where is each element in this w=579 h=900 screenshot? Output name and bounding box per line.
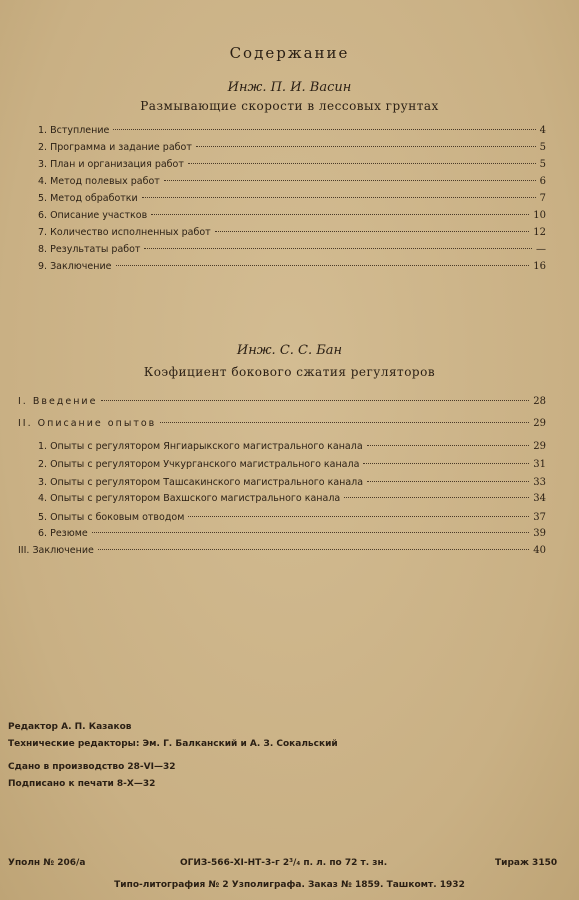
toc-entry[interactable] <box>38 459 546 473</box>
print-run: Тираж 3150 <box>495 858 558 868</box>
toc-entry[interactable] <box>38 244 546 258</box>
permit-number: Уполн № 206/а <box>8 858 86 868</box>
section1-author: Инж. П. И. Васин <box>227 80 352 95</box>
toc-label: 8. Результаты работ <box>38 244 141 255</box>
toc-label: I. Введение <box>18 396 98 407</box>
leader-dots <box>113 129 535 130</box>
production-date: Сдано в производство 28-VI—32 <box>8 762 176 772</box>
toc-entry[interactable] <box>38 477 546 491</box>
leader-dots <box>151 214 529 215</box>
toc-entry[interactable] <box>38 176 546 190</box>
tech-editors-credit: Технические редакторы: Эм. Г. Балканский и А. З. Сокальский <box>8 739 338 749</box>
leader-dots <box>188 516 529 517</box>
toc-page: 39 <box>533 528 546 539</box>
leader-dots <box>144 248 532 249</box>
toc-label: 1. Опыты с регулятором Янгиарыкского магистрального канала <box>38 441 363 452</box>
toc-entry[interactable] <box>38 493 546 507</box>
toc-label: 4. Метод полевых работ <box>38 176 160 187</box>
toc-page: 10 <box>533 210 546 221</box>
toc-page: 28 <box>533 396 546 407</box>
toc-entry[interactable] <box>38 227 546 241</box>
leader-dots <box>344 497 529 498</box>
toc-label: 3. План и организация работ <box>38 159 184 170</box>
toc-label: III. Заключение <box>18 545 94 556</box>
toc-entry[interactable] <box>38 441 546 455</box>
leader-dots <box>363 463 529 464</box>
toc-label: 2. Программа и задание работ <box>38 142 192 153</box>
toc-page: 33 <box>533 477 546 488</box>
toc-label: 4. Опыты с регулятором Вахшского магистрального канала <box>38 493 341 504</box>
toc-entry[interactable] <box>38 210 546 224</box>
toc-page: 6 <box>539 176 546 187</box>
toc-entry[interactable] <box>38 142 546 156</box>
toc-page: 7 <box>539 193 546 204</box>
printer-imprint: Типо-литография № 2 Узполиграфа. Заказ № 1859. Ташкомт. 1932 <box>114 880 465 890</box>
leader-dots <box>142 197 536 198</box>
leader-dots <box>116 265 530 266</box>
toc-entry[interactable] <box>38 512 546 526</box>
leader-dots <box>215 231 530 232</box>
toc-entry[interactable] <box>38 261 546 275</box>
toc-page: 29 <box>533 441 546 452</box>
leader-dots <box>367 481 529 482</box>
leader-dots <box>367 445 530 446</box>
toc-page: 5 <box>539 159 546 170</box>
toc-entry[interactable] <box>38 528 546 542</box>
signed-date: Подписано к печати 8-X—32 <box>8 779 156 789</box>
toc-page: 12 <box>533 227 546 238</box>
contents-heading: Содержание <box>229 44 350 62</box>
toc-label: 7. Количество исполненных работ <box>38 227 211 238</box>
leader-dots <box>98 549 529 550</box>
section2-title: Коэфициент бокового сжатия регуляторов <box>143 365 436 379</box>
toc-entry[interactable] <box>18 545 546 559</box>
editor-credit: Редактор А. П. Казаков <box>8 722 132 732</box>
toc-label: 1. Вступление <box>38 125 110 136</box>
leader-dots <box>160 422 529 423</box>
toc-label: 9. Заключение <box>38 261 112 272</box>
toc-page: 34 <box>533 493 546 504</box>
toc-page: 29 <box>533 418 546 429</box>
toc-page: 40 <box>533 545 546 556</box>
leader-dots <box>188 163 536 164</box>
toc-page: 16 <box>533 261 546 272</box>
section1-title: Размывающие скорости в лессовых грунтах <box>140 99 439 113</box>
leader-dots <box>101 400 529 401</box>
toc-entry[interactable] <box>18 396 546 410</box>
ogiz-imprint: ОГИЗ-566-XI-НТ-3-г 2³/₄ п. л. по 72 т. зн. <box>180 858 388 868</box>
toc-label: 5. Опыты с боковым отводом <box>38 512 185 523</box>
toc-page: 31 <box>533 459 546 470</box>
toc-entry[interactable] <box>38 193 546 207</box>
toc-page: 4 <box>539 125 546 136</box>
toc-page: 5 <box>539 142 546 153</box>
leader-dots <box>164 180 536 181</box>
toc-entry[interactable] <box>38 125 546 139</box>
toc-label: II. Описание опытов <box>18 418 157 429</box>
leader-dots <box>92 532 530 533</box>
toc-entry[interactable] <box>18 418 546 432</box>
toc-page: — <box>536 244 546 255</box>
leader-dots <box>196 146 536 147</box>
toc-label: 5. Метод обработки <box>38 193 138 204</box>
toc-label: 6. Резюме <box>38 528 88 539</box>
toc-label: 6. Описание участков <box>38 210 148 221</box>
toc-label: 2. Опыты с регулятором Учкурганского магистрального канала <box>38 459 360 470</box>
toc-label: 3. Опыты с регулятором Ташсакинского магистрального канала <box>38 477 364 488</box>
section2-author: Инж. С. С. Бан <box>236 343 343 358</box>
toc-entry[interactable] <box>38 159 546 173</box>
toc-page: 37 <box>533 512 546 523</box>
